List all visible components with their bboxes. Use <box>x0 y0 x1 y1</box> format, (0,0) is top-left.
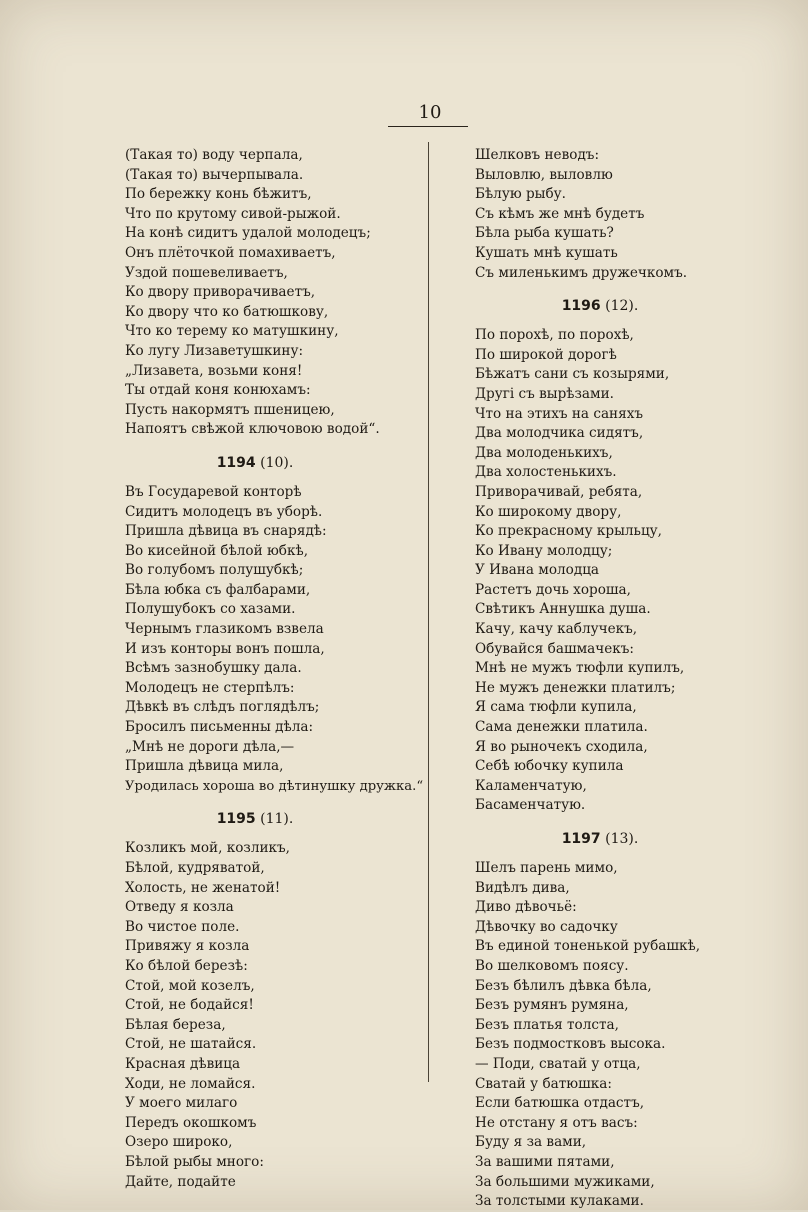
verse-line: Передъ окошкомъ <box>125 1114 257 1131</box>
verse-line: Отведу я козла <box>125 899 234 916</box>
verse-line: (Такая то) вычерпывала. <box>125 166 304 183</box>
verse-line: Что по крутому сивой-рыжой. <box>125 205 341 222</box>
verse-line: Козликъ мой, козликъ, <box>125 840 290 857</box>
verse-line: Сидитъ молодецъ въ уборѣ. <box>125 503 323 520</box>
verse-line: Съ кѣмъ же мнѣ будетъ <box>475 205 645 222</box>
verse-line: Свѣтикъ Аннушка душа. <box>475 601 651 618</box>
verse-line: Холость, не женатой! <box>125 879 281 896</box>
column-divider <box>428 142 429 1082</box>
song-subnumber: (10). <box>260 454 294 471</box>
verse-line: Бѣла рыба кушать? <box>475 225 614 242</box>
verse-line: Молодецъ не стерпѣлъ: <box>125 679 295 696</box>
right-continuation-verse <box>475 146 775 283</box>
verse-line: Ко Ивану молодцу; <box>475 542 613 559</box>
verse-line: Стой, не бодайся! <box>125 997 254 1014</box>
verse-line: Я во рыночекъ сходила, <box>475 738 648 755</box>
verse-line: Стой, не шатайся. <box>125 1036 257 1053</box>
verse-line: Приворачивай, ребята, <box>475 483 643 500</box>
verse-line: Два молодчика сидятъ, <box>475 425 644 442</box>
verse-line: Бѣлую рыбу. <box>475 186 567 203</box>
song-subnumber: (12). <box>605 298 639 315</box>
verse-line: Безъ платья толста, <box>475 1016 619 1033</box>
right-column <box>475 146 775 1212</box>
song-heading-1194 <box>125 448 385 478</box>
verse-line: Шелковъ неводъ: <box>475 147 600 163</box>
song-1194-verse <box>125 483 425 797</box>
header-rule <box>388 126 468 127</box>
verse-line: Ко широкому двору, <box>475 503 622 520</box>
song-number: 1196 <box>561 298 601 315</box>
song-subnumber: (13). <box>605 831 639 847</box>
page-number: 10 <box>418 102 442 123</box>
verse-line: Онъ плёточкой помахиваетъ, <box>125 244 336 261</box>
song-number: 1195 <box>216 811 256 828</box>
verse-line: Уродилась хороша во дѣтинушку дружка.“ <box>125 778 424 794</box>
verse-line: Если батюшка отдастъ, <box>475 1095 645 1112</box>
song-heading-1197 <box>475 824 725 854</box>
song-1196-verse <box>475 326 775 816</box>
verse-line: Во кисейной бѣлой юбкѣ, <box>125 542 309 559</box>
verse-line: Ты отдай коня конюхамъ: <box>125 382 311 399</box>
song-number: 1194 <box>216 454 256 471</box>
verse-line: За вашими пятами, <box>475 1153 615 1170</box>
verse-line: Привяжу я козла <box>125 938 250 955</box>
verse-line: Кушать мнѣ кушать <box>475 244 618 261</box>
verse-line: Диво дѣвочьё: <box>475 899 577 916</box>
verse-line: Бѣлой рыбы много: <box>125 1153 264 1170</box>
verse-line: И изъ конторы вонъ пошла, <box>125 640 325 657</box>
verse-line: Растетъ дочь хороша, <box>475 581 631 598</box>
verse-line: Выловлю, выловлю <box>475 166 613 183</box>
verse-line: Ко бѣлой березѣ: <box>125 957 248 974</box>
song-heading-1195 <box>125 804 385 834</box>
verse-line: Безъ румянъ румяна, <box>475 997 629 1014</box>
verse-line: За толстыми кулаками. <box>475 1193 644 1210</box>
verse-line: Не отстану я отъ васъ: <box>475 1114 638 1131</box>
verse-line: Пусть накормятъ пшеницею, <box>125 401 335 418</box>
verse-line: Въ единой тоненькой рубашкѣ, <box>475 938 701 955</box>
song-1197-verse <box>475 859 775 1212</box>
verse-line: Пришла дѣвица мила, <box>125 758 284 775</box>
verse-line: Озеро широко, <box>125 1134 233 1151</box>
verse-line: Чернымъ глазикомъ взвела <box>125 621 324 638</box>
left-column <box>125 146 425 1192</box>
verse-line: Себѣ юбочку купила <box>475 758 624 775</box>
verse-line: Два молоденькихъ, <box>475 444 613 461</box>
verse-line: Бѣжатъ сани съ козырями, <box>475 366 670 383</box>
verse-line: Шелъ парень мимо, <box>475 860 618 876</box>
verse-line: Сама денежки платила. <box>475 719 648 736</box>
verse-line: Ходи, не ломайся. <box>125 1075 256 1092</box>
verse-line: Бросилъ письменны дѣла: <box>125 719 314 736</box>
verse-line: По широкой дорогѣ <box>475 346 617 363</box>
verse-line: У моего милаго <box>125 1095 238 1112</box>
verse-line: Во шелковомъ поясу. <box>475 957 629 974</box>
verse-line: Дайте, подайте <box>125 1173 236 1190</box>
verse-line: Что на этихъ на саняхъ <box>475 405 644 422</box>
verse-line: Ко лугу Лизаветушкину: <box>125 342 304 359</box>
verse-line: Мнѣ не мужъ тюфли купилъ, <box>475 660 685 677</box>
verse-line: Обувайся башмачекъ: <box>475 640 635 657</box>
verse-line: Безъ бѣлилъ дѣвка бѣла, <box>475 977 652 994</box>
verse-line: Безъ подмостковъ высока. <box>475 1036 666 1053</box>
verse-line: Красная дѣвица <box>125 1055 241 1072</box>
verse-line: — Поди, сватай у отца, <box>475 1055 641 1072</box>
verse-line: По порохѣ, по порохѣ, <box>475 327 634 344</box>
verse-line: Не мужъ денежки платилъ; <box>475 679 676 696</box>
verse-line: Ко двору приворачиваетъ, <box>125 284 316 301</box>
verse-line: Уздой пошевеливаетъ, <box>125 264 288 281</box>
verse-line: Во чистое поле. <box>125 918 240 935</box>
verse-line: Полушубокъ со хазами. <box>125 601 296 618</box>
verse-line: У Ивана молодца <box>475 562 600 579</box>
verse-line: Качу, качу каблучекъ, <box>475 621 638 638</box>
left-continuation-verse <box>125 146 425 440</box>
verse-line: Что ко терему ко матушкину, <box>125 323 339 340</box>
verse-line: Ко двору что ко батюшкову, <box>125 303 329 320</box>
verse-line: Каламенчатую, <box>475 777 587 794</box>
song-number: 1197 <box>561 831 601 847</box>
verse-line: Сватай у батюшка: <box>475 1075 612 1092</box>
verse-line: (Такая то) воду черпала, <box>125 147 303 163</box>
verse-line: Ко прекрасному крыльцу, <box>475 523 663 540</box>
verse-line: „Лизавета, возьми коня! <box>125 362 303 379</box>
verse-line: Во голубомъ полушубкѣ; <box>125 562 304 579</box>
verse-line: Всѣмъ зазнобушку дала. <box>125 660 302 677</box>
song-subnumber: (11). <box>260 811 294 828</box>
song-1195-verse <box>125 839 425 1192</box>
verse-line: Басаменчатую. <box>475 797 586 814</box>
verse-line: Два холостенькихъ. <box>475 464 617 481</box>
verse-line: Дѣвочку во садочку <box>475 918 618 935</box>
song-heading-1196 <box>475 291 725 321</box>
verse-line: Видѣлъ дива, <box>475 879 570 896</box>
verse-line: За большими мужиками, <box>475 1173 655 1190</box>
verse-line: Другі съ вырѣзами. <box>475 385 614 402</box>
verse-line: По бережку конь бѣжитъ, <box>125 186 312 203</box>
verse-line: На конѣ сидитъ удалой молодецъ; <box>125 225 371 242</box>
verse-line: Бѣлая береза, <box>125 1016 226 1033</box>
verse-line: Въ Государевой конторѣ <box>125 483 302 500</box>
verse-line: Съ миленькимъ дружечкомъ. <box>475 264 688 281</box>
verse-line: Я сама тюфли купила, <box>475 699 637 716</box>
verse-line: Бѣла юбка съ фалбарами, <box>125 581 311 598</box>
verse-line: Напоятъ свѣжой ключовою водой“. <box>125 421 380 438</box>
verse-line: Пришла дѣвица въ снарядѣ: <box>125 523 327 540</box>
verse-line: Буду я за вами, <box>475 1134 587 1151</box>
verse-line: Бѣлой, кудряватой, <box>125 860 265 876</box>
verse-line: Стой, мой козелъ, <box>125 977 255 994</box>
verse-line: „Мнѣ не дороги дѣла,— <box>125 738 295 755</box>
verse-line: Дѣвкѣ въ слѣдъ поглядѣлъ; <box>125 699 320 716</box>
